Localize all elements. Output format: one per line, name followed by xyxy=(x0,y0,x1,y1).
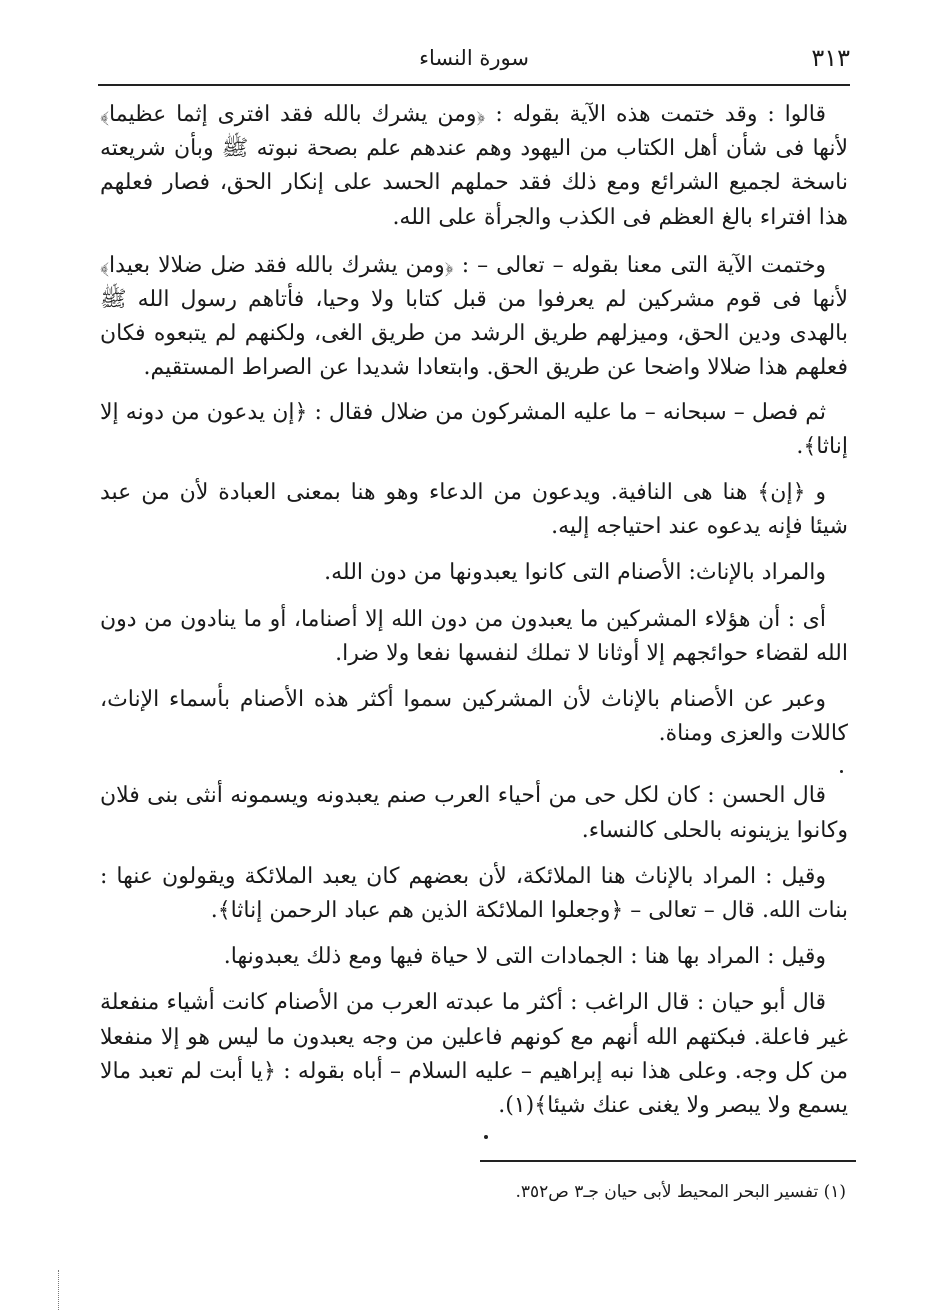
body-text xyxy=(100,98,848,1123)
paragraph-7: وعبر عن الأصنام بالإناث لأن المشركين سموا أكثر هذه الأصنام بأسماء الإناث، كاللات والعزى ومناة. xyxy=(100,687,848,747)
footnote-divider xyxy=(480,1160,856,1162)
scan-margin-mark xyxy=(58,1270,61,1310)
paragraph-1: قالوا : وقد ختمت هذه الآية بقوله : ﴿ومن يشرك بالله فقد افترى إثما عظيما﴾ لأنها فى شأن أهل الكتاب من اليهود وهم عندهم علم بصحة نبوته ﷺ وبأن شريعته ناسخة لجميع الشرائع ومع ذلك فقد حملهم الحسد على إنكار الحق، فصار فعلهم هذا افتراء بالغ العظم فى الكذب والجرأة على الله. xyxy=(100,102,848,230)
scan-speck xyxy=(840,770,843,773)
page-header xyxy=(98,42,850,82)
paragraph-3: ثم فصل – سبحانه – ما عليه المشركون من ضلال فقال : ﴿إن يدعون من دونه إلا إناثا﴾. xyxy=(100,399,848,459)
paragraph-9: وقيل : المراد بالإناث هنا الملائكة، لأن بعضهم كان يعبد الملائكة ويقولون عنها : بنات الله. قال – تعالى – ﴿وجعلوا الملائكة الذين هم عباد الرحمن إناثا﴾. xyxy=(100,863,848,924)
paragraph-11: قال أبو حيان : قال الراغب : أكثر ما عبدته العرب من الأصنام كانت أشياء منفعلة غير فاعلة. فبكتهم الله أنهم مع كونهم فاعلين من وجه يعبدون ما ليس هو إلا منفعلا من كل وجه. وعلى هذا نبه إبراهيم – عليه السلام – أباه بقوله : ﴿يا أبت لم تعبد مالا يسمع ولا يبصر ولا يغنى عنك شيئا﴾(١). xyxy=(100,990,848,1119)
paragraph-10: وقيل : المراد بها هنا : الجمادات التى لا حياة فيها ومع ذلك يعبدونها. xyxy=(223,944,826,970)
paragraph-4: و ﴿إن﴾ هنا هى النافية. ويدعون من الدعاء وهو هنا بمعنى العبادة لأن من عبد شيئا فإنه يدعوه عند احتياجه إليه. xyxy=(100,480,848,540)
scan-speck xyxy=(484,1135,488,1139)
footnote: (١) تفسير البحر المحيط لأبى حيان جـ٣ ص٣٥٢. xyxy=(515,1182,846,1202)
surah-title: سورة النساء xyxy=(419,46,529,70)
paragraph-6: أى : أن هؤلاء المشركين ما يعبدون من دون الله إلا أصناما، أو ما ينادون من دون الله لقضاء حوائجهم إلا أوثانا لا تملك لنفسها نفعا ولا ضرا. xyxy=(100,606,848,666)
paragraph-8: قال الحسن : كان لكل حى من أحياء العرب صنم يعبدونه ويسمونه أنثى بنى فلان وكانوا يزينونه بالحلى كالنساء. xyxy=(100,783,848,843)
paragraph-2: وختمت الآية التى معنا بقوله – تعالى – : ﴿ومن يشرك بالله فقد ضل ضلالا بعيدا﴾ لأنها فى قوم مشركين لم يعرفوا من قبل كتابا ولا وحيا، فأتاهم رسول الله ﷺ بالهدى ودين الحق، وميزلهم طريق الرشد من طريق الغى، ولكنهم لم يتبعوه فكان فعلهم هذا ضلالا واضحا عن طريق الحق. وابتعادا شديدا عن الصراط المستقيم. xyxy=(100,252,848,381)
header-divider xyxy=(98,84,850,86)
page-number: ٣١٣ xyxy=(811,44,850,72)
paragraph-5: والمراد بالإناث: الأصنام التى كانوا يعبدونها من دون الله. xyxy=(324,560,826,586)
